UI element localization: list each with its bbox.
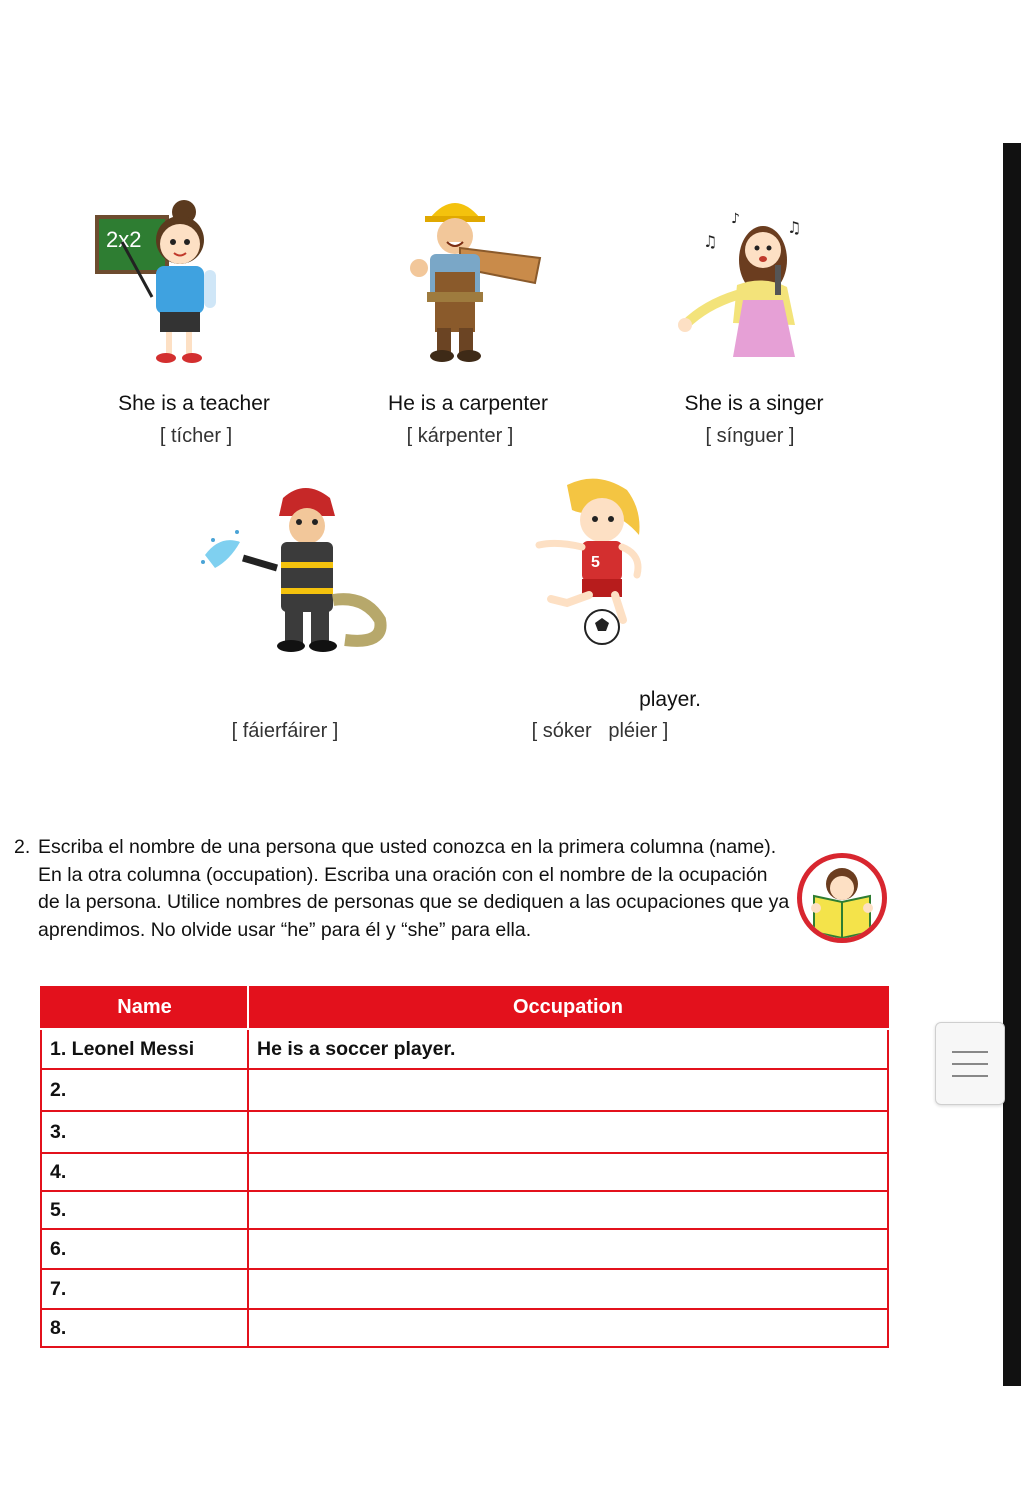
name-cell[interactable]: 5. (41, 1191, 248, 1229)
exercise-instructions (14, 834, 794, 944)
soccer-player-illustration (527, 475, 652, 650)
svg-text:♫: ♫ (787, 218, 802, 237)
table-row (41, 1229, 888, 1269)
phonetic-firefighter: [ fáierfáirer ] (231, 720, 339, 742)
occupation-cell[interactable]: He is a soccer player. (248, 1029, 888, 1069)
board-text: 2x2 (106, 227, 142, 252)
table-row (41, 1029, 888, 1069)
page-edge-bar (1003, 143, 1021, 1386)
occupation-cell[interactable] (248, 1269, 888, 1309)
occupation-cell[interactable] (248, 1069, 888, 1111)
carpenter-illustration (405, 188, 545, 368)
occupation-cell[interactable] (248, 1111, 888, 1153)
caption-teacher: She is a teacher (118, 392, 270, 415)
name-cell[interactable]: 4. (41, 1153, 248, 1191)
svg-text:♪: ♪ (731, 211, 740, 227)
table-header-row (41, 986, 888, 1029)
caption-carpenter: He is a carpenter (388, 392, 548, 415)
table-row (41, 1111, 888, 1153)
menu-button[interactable] (935, 1022, 1005, 1105)
phonetic-soccer-player: [ sóker pléier ] (531, 720, 669, 742)
name-cell[interactable]: 8. (41, 1309, 248, 1347)
name-cell[interactable]: 6. (41, 1229, 248, 1269)
occupation-table (40, 986, 889, 1348)
table-row (41, 1269, 888, 1309)
reading-child-icon (797, 853, 887, 943)
phonetic-singer: [ sínguer ] (705, 425, 795, 447)
table-row (41, 1309, 888, 1347)
hamburger-icon (952, 1051, 988, 1053)
phonetic-teacher: [ tícher ] (159, 425, 233, 447)
name-cell[interactable]: 7. (41, 1269, 248, 1309)
occupation-cell[interactable] (248, 1153, 888, 1191)
firefighter-illustration (195, 480, 390, 655)
phonetic-carpenter: [ kárpenter ] (406, 425, 514, 447)
teacher-illustration (92, 192, 232, 367)
table-row (41, 1191, 888, 1229)
occupation-cell[interactable] (248, 1309, 888, 1347)
name-cell[interactable]: 1. Leonel Messi (41, 1029, 248, 1069)
exercise-text: Escriba el nombre de una persona que usted conozca en la primera columna (name). En la otra columna (occupation). Escriba una oración con el nombre de la ocupación de la persona. Utilice nombres de personas que se dediquen a las ocupaciones que ya aprendimos. No olvide usar “he” para él y “she” para ella. (38, 836, 790, 941)
caption-singer: She is a singer (684, 392, 824, 415)
header-name: Name (41, 986, 248, 1029)
svg-text:♫: ♫ (703, 232, 718, 251)
exercise-number: 2. (14, 836, 31, 858)
table-row (41, 1153, 888, 1191)
table-row (41, 1069, 888, 1111)
name-cell[interactable]: 2. (41, 1069, 248, 1111)
caption-soccer-player: player. (639, 688, 701, 711)
singer-illustration (675, 205, 815, 365)
header-occupation: Occupation (248, 986, 888, 1029)
jersey-number: 5 (591, 554, 600, 571)
occupation-cell[interactable] (248, 1191, 888, 1229)
name-cell[interactable]: 3. (41, 1111, 248, 1153)
occupation-cell[interactable] (248, 1229, 888, 1269)
